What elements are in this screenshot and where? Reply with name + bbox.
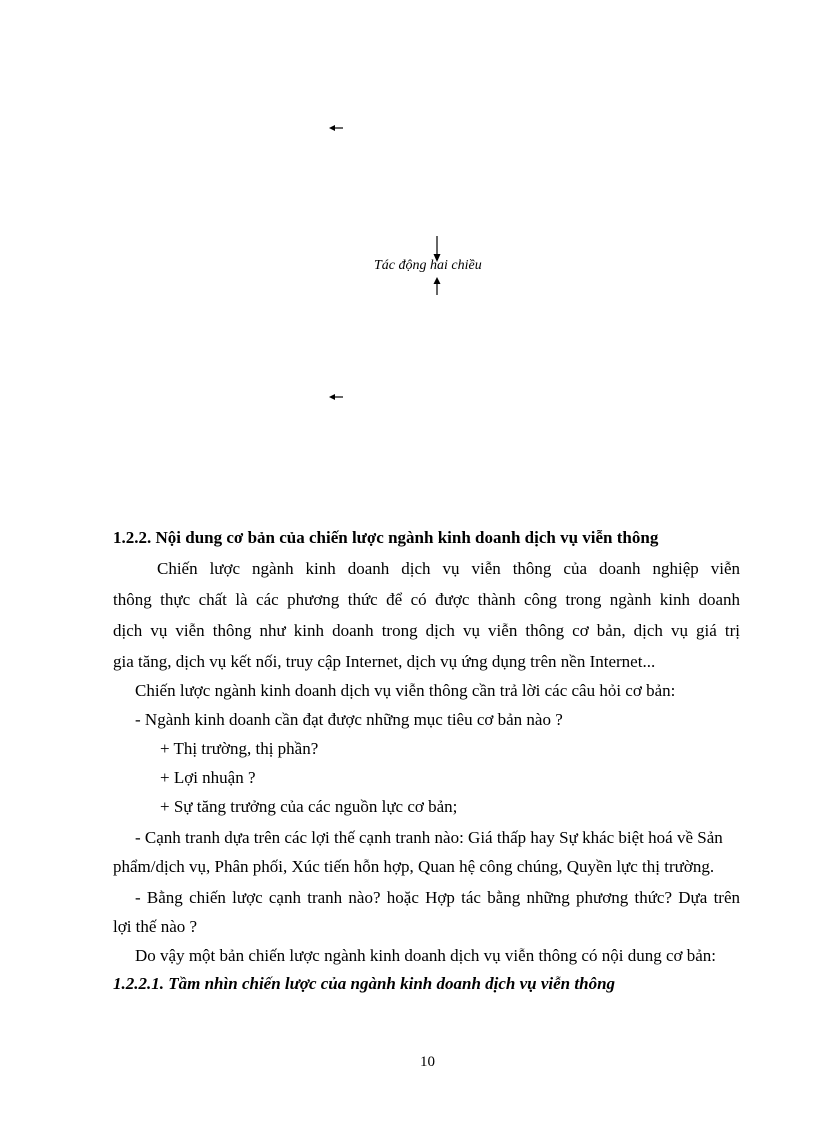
bidirectional-effect-label: Tác động hai chiều xyxy=(374,258,482,273)
section-heading: 1.2.2. Nội dung cơ bản của chiến lược ngành kinh doanh dịch vụ viễn thông xyxy=(113,528,659,547)
intro-line: Chiến lược ngành kinh doanh dịch vụ viễn thông của doanh nghiệp viễn xyxy=(157,559,740,578)
up-arrow-icon xyxy=(432,277,442,295)
intro-line: gia tăng, dịch vụ kết nối, truy cập Internet, dịch vụ ứng dụng trên nền Internet... xyxy=(113,652,656,671)
page-number: 10 xyxy=(420,1054,435,1070)
question-advantages-cont: phẩm/dịch vụ, Phân phối, Xúc tiến hỗn hợp, Quan hệ công chúng, Quyền lực thị trường. xyxy=(113,857,715,876)
left-arrow-icon xyxy=(329,124,343,132)
question-advantages: - Cạnh tranh dựa trên các lợi thế cạnh tranh nào: Giá thấp hay Sự khác biệt hoá về Sản xyxy=(135,828,723,847)
intro-line: dịch vụ viễn thông như kinh doanh trong dịch vụ viễn thông cơ bản, dịch vụ giá trị xyxy=(113,621,740,640)
left-arrow-icon xyxy=(329,393,343,401)
intro-line: thông thực chất là các phương thức để có được thành công trong ngành kinh doanh xyxy=(113,590,740,609)
goal-item: + Thị trường, thị phần? xyxy=(160,739,319,758)
questions-intro: Chiến lược ngành kinh doanh dịch vụ viễn thông cần trả lời các câu hỏi cơ bản: xyxy=(135,681,676,700)
question-strategy: - Bằng chiến lược cạnh tranh nào? hoặc Hợp tác bằng những phương thức? Dựa trên xyxy=(135,888,740,907)
conclusion-line: Do vậy một bản chiến lược ngành kinh doanh dịch vụ viễn thông có nội dung cơ bản: xyxy=(135,946,716,965)
subsection-heading: 1.2.2.1. Tầm nhìn chiến lược của ngành kinh doanh dịch vụ viễn thông xyxy=(113,974,616,993)
goal-item: + Lợi nhuận ? xyxy=(160,768,256,787)
question-strategy-cont: lợi thế nào ? xyxy=(113,917,198,936)
question-goals: - Ngành kinh doanh cần đạt được những mục tiêu cơ bản nào ? xyxy=(135,710,563,729)
goal-item: + Sự tăng trưởng của các nguồn lực cơ bản; xyxy=(160,797,458,816)
